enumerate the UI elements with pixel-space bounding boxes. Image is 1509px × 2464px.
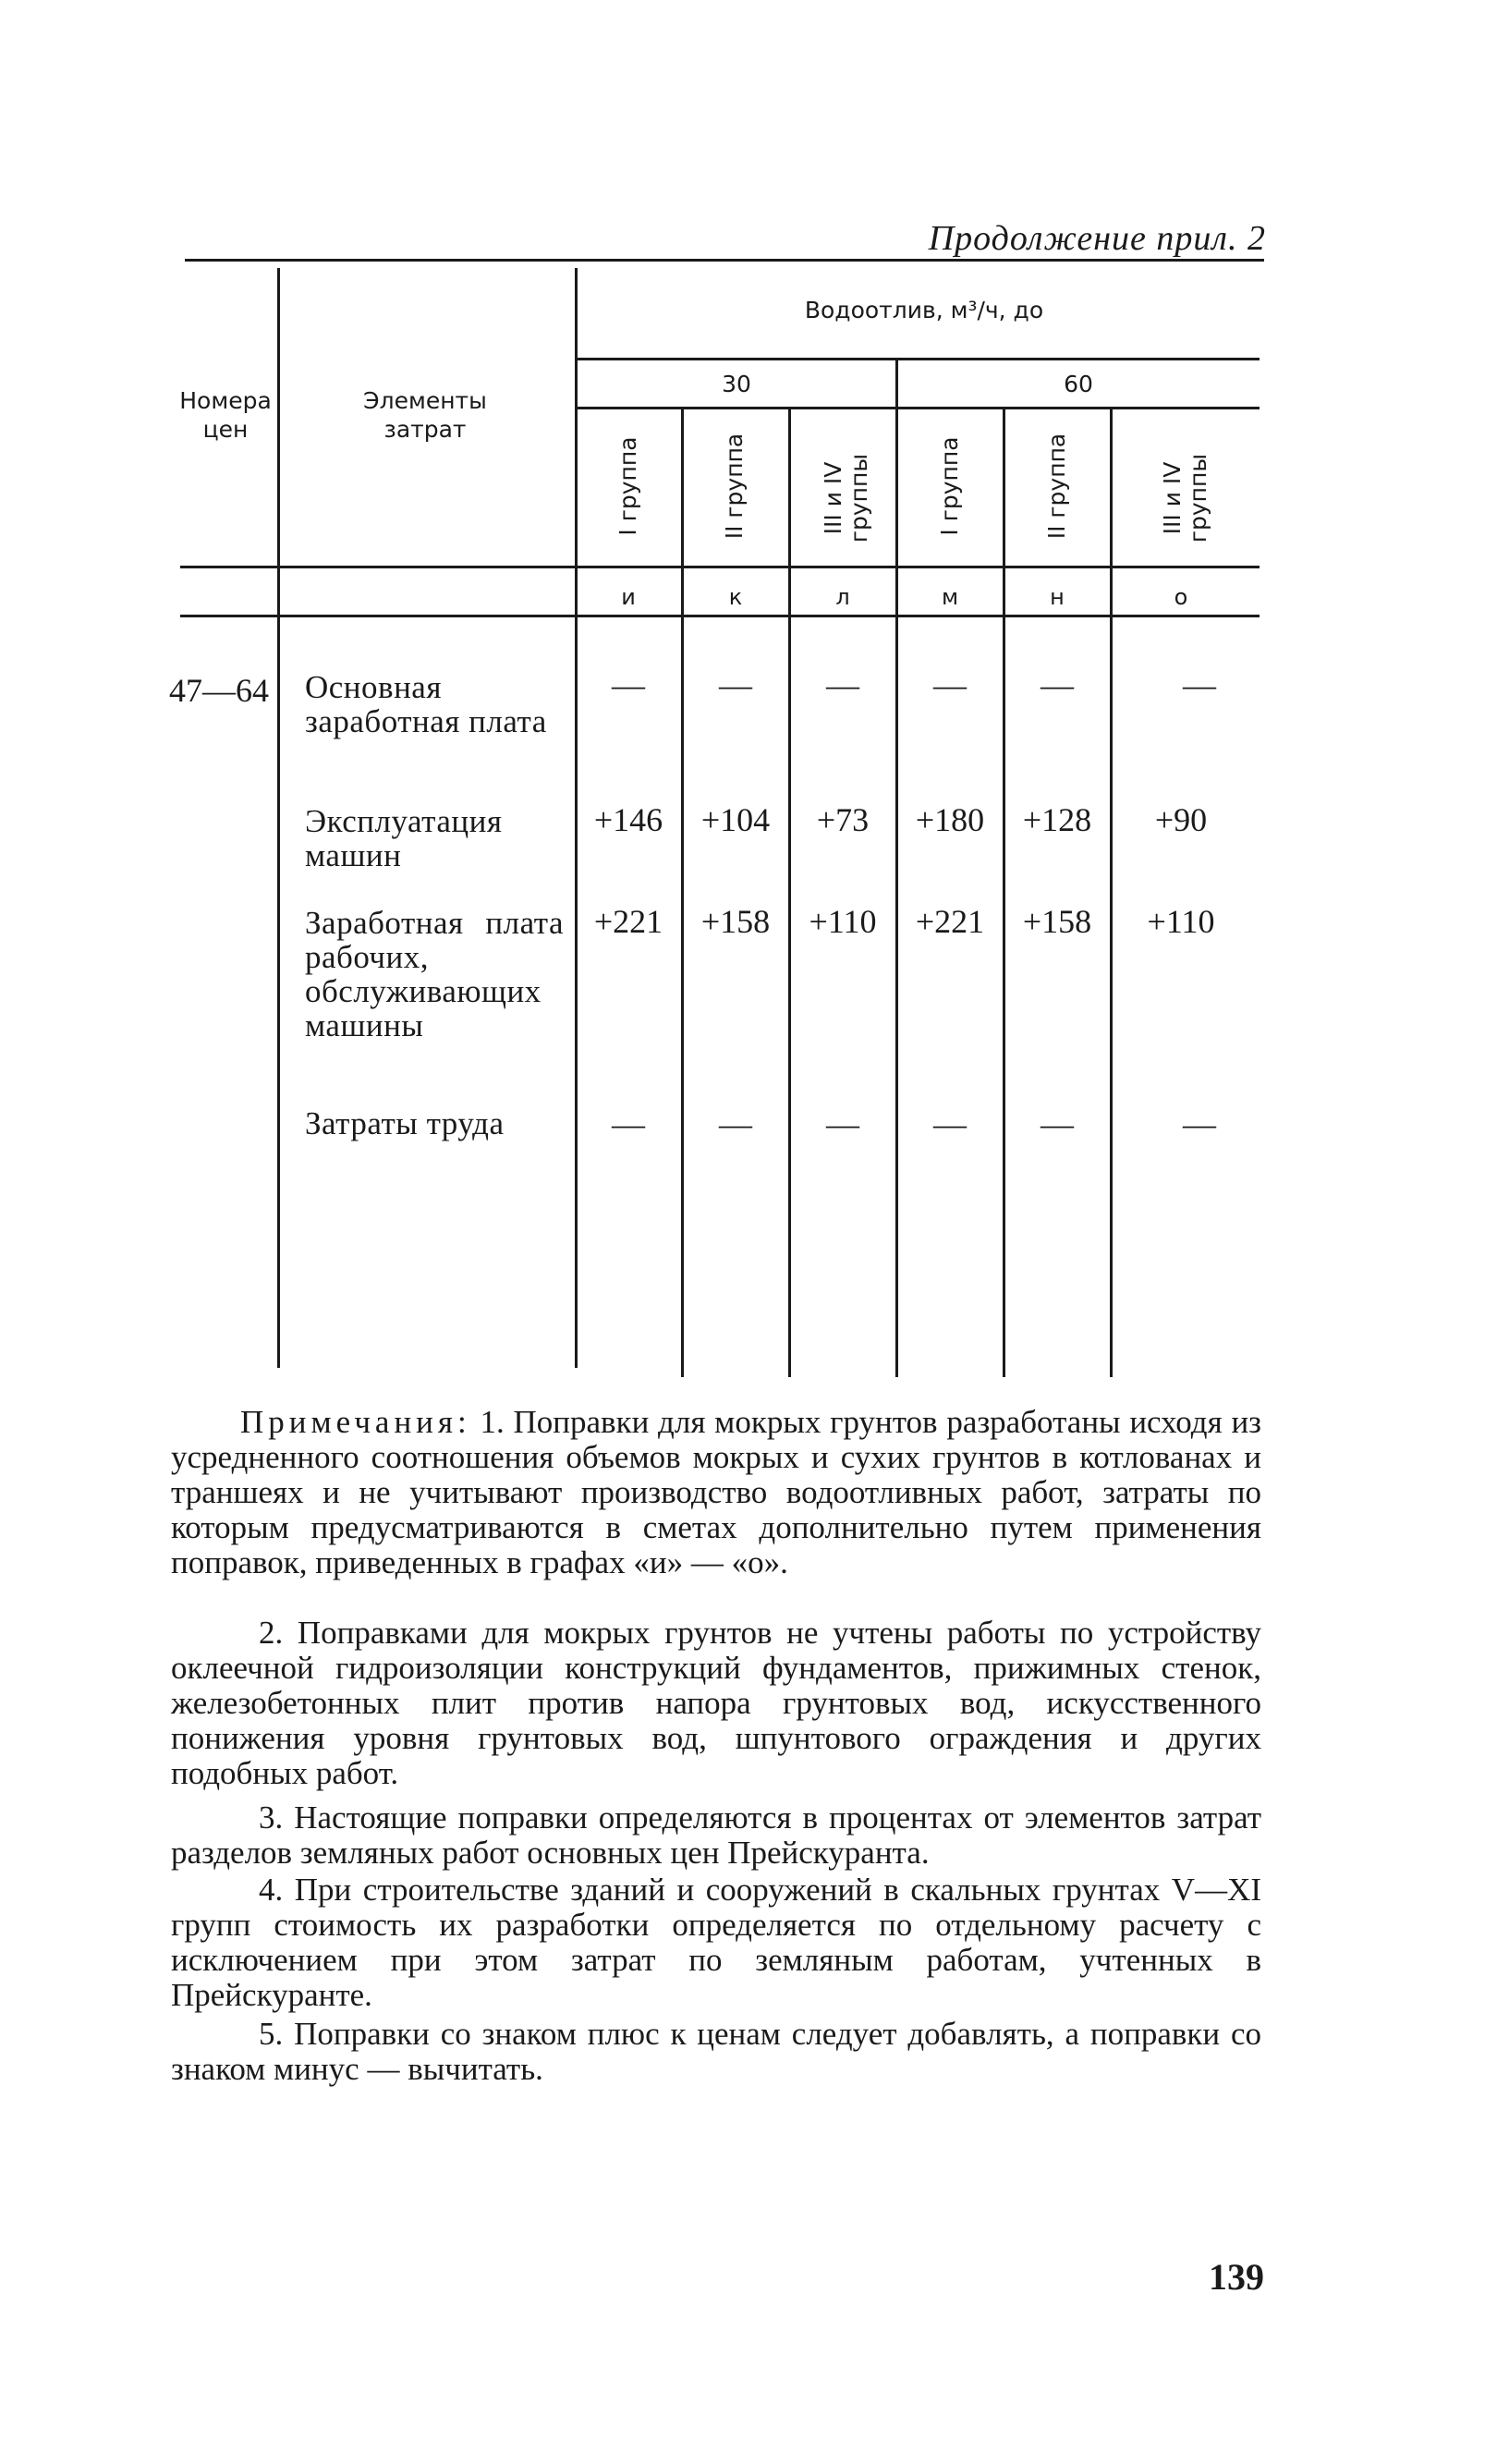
page-number: 139	[1209, 2256, 1264, 2298]
note-4: 4. При строительстве зданий и сооружений в скальных грунтах V—XI групп стоимость их разработки определяется по отдельному расчету с исключением при этом затрат по земляным работам, учтенных в Прейскуранте.	[171, 1872, 1261, 2013]
table-cell: —	[719, 666, 752, 703]
col-divider-1	[277, 268, 280, 1368]
price-number-header: Номера цен	[179, 387, 272, 443]
table-cell: —	[1040, 1105, 1074, 1142]
rule-under-volume	[578, 407, 1260, 409]
col-divider-6	[1003, 407, 1005, 1377]
table-cell: +110	[809, 903, 877, 940]
table-cell: —	[1183, 1105, 1216, 1142]
col-letter-4: м	[941, 584, 959, 610]
rule-under-water-removal	[578, 358, 1260, 360]
col-divider-4	[788, 407, 791, 1377]
table-cell: —	[1040, 666, 1074, 703]
col-letter-5: н	[1050, 584, 1065, 610]
table-cell: —	[719, 1105, 752, 1142]
table-cell: —	[826, 666, 859, 703]
table-cell: +73	[816, 801, 870, 838]
table-cell: —	[612, 666, 645, 703]
col-divider-7	[1110, 407, 1113, 1377]
note-1	[171, 1405, 1261, 1580]
table-cell: +221	[593, 903, 663, 940]
water-removal-header: Водоотлив, м³/ч, до	[804, 297, 1044, 323]
table-cell: —	[933, 666, 967, 703]
table-cell: —	[612, 1105, 645, 1142]
col-letter-3: л	[835, 584, 850, 610]
notes-heading: Примечания:	[240, 1404, 471, 1440]
table-cell: +104	[700, 801, 771, 838]
table-cell: —	[1183, 666, 1216, 703]
table-cell: +128	[1022, 801, 1092, 838]
table-row-element: Основная заработная плата	[305, 669, 547, 739]
cost-elements-header: Элементы затрат	[363, 387, 487, 443]
rule-under-letters	[180, 615, 1260, 617]
table-cell: +158	[700, 903, 771, 940]
col-header-1: I группа	[615, 436, 641, 536]
table-top-rule	[185, 259, 1264, 262]
table-cell: —	[826, 1105, 859, 1142]
note-5: 5. Поправки со знаком плюс к ценам следует добавлять, а поправки со знаком минус — вычитать.	[171, 2016, 1261, 2087]
col-header-4: I группа	[936, 436, 963, 536]
continuation-label: Продолжение прил. 2	[928, 219, 1266, 258]
col-divider-5	[895, 360, 898, 1377]
table-row-element: Эксплуатация машин	[305, 803, 503, 873]
table-cell: +221	[915, 903, 985, 940]
col-divider-3	[681, 407, 684, 1377]
table-cell: +90	[1154, 801, 1208, 838]
volume-60-header: 60	[1064, 371, 1093, 397]
price-number-range: 47—64	[169, 672, 269, 709]
table-cell: +110	[1147, 903, 1215, 940]
col-header-6: III и IV группы	[1159, 453, 1211, 543]
col-letter-6: о	[1174, 584, 1188, 610]
rule-under-columns	[180, 566, 1260, 568]
note-3: 3. Настоящие поправки определяются в процентах от элементов затрат разделов земляных работ основных цен Прейскуранта.	[171, 1799, 1261, 1871]
table-row-element: Заработная плата рабочих, обслуживающих машины	[305, 905, 564, 1043]
col-header-3: III и IV группы	[820, 453, 872, 543]
volume-30-header: 30	[722, 371, 751, 397]
note-2: 2. Поправками для мокрых грунтов не учтены работы по устройству оклеечной гидроизоляции конструкций фундаментов, прижимных стенок, железобетонных плит против напора грунтовых вод, искусственного понижения уровня грунтовых вод, шпунтового ограждения и других подобных работ.	[171, 1615, 1261, 1791]
table-cell: —	[933, 1105, 967, 1142]
col-header-5: II группа	[1043, 433, 1070, 540]
table-cell: +146	[593, 801, 663, 838]
col-letter-1: и	[621, 584, 636, 610]
col-header-2: II группа	[721, 433, 748, 540]
col-letter-2: к	[728, 584, 743, 610]
table-cell: +180	[915, 801, 985, 838]
table-row-element: Затраты труда	[305, 1105, 505, 1141]
note-1-text: 1. Поправки для мокрых грунтов разработаны исходя из усредненного соотношения объемов мокрых и сухих грунтов в котлованах и траншеях и не учитывают производство водоотливных работ, затраты по которым предусматриваются в сметах дополнительно путем применения поправок, приведенных в графах «и» — «о».	[171, 1404, 1261, 1580]
table-cell: +158	[1022, 903, 1092, 940]
